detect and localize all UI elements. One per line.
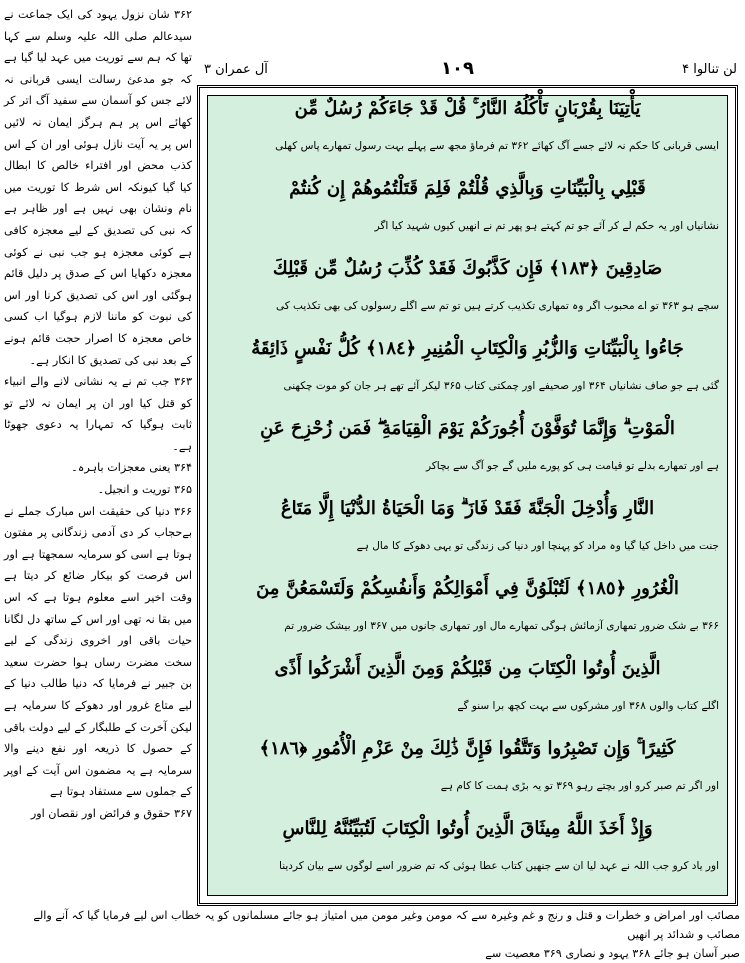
arabic-verse-line: كَثِيرًا ۚ وَإِن تَصْبِرُوا وَتَتَّقُوا فَإِنَّ ذَٰلِكَ مِنْ عَزْمِ الْأُمُورِ ﴿١٨٦﴾	[259, 738, 676, 759]
surah-label: آل عمران ۳	[204, 62, 268, 77]
urdu-translation-line: جنت میں داخل کیا گیا وہ مراد کو پہنچا اور دنیا کی زندگی تو یہی دھوکے کا مال ہے	[356, 540, 719, 552]
commentary-note: ۳۶۵ توریت و انجیل۔	[97, 483, 192, 497]
verse-panel	[207, 95, 728, 896]
urdu-translation-line: ۳۶۶ بے شک ضرور تمھاری آزمائش ہوگی تمھارے مال اور تمھاری جانوں میں ۳۶۷ اور بیشک ضرور تم	[284, 620, 719, 632]
page-header	[198, 56, 745, 86]
arabic-verse-line: يَأْتِيَنَا بِقُرْبَانٍ تَأْكُلُهُ النَّارُ ۚ قُلْ قَدْ جَاءَكُمْ رُسُلٌ مِّن	[294, 98, 641, 119]
quran-text-frame	[197, 85, 738, 906]
commentary-note: ۳۶۲ شان نزول یہود کی ایک جماعت نے سیدعالم صلی اللہ علیہ وسلم سے کہا تھا کہ ہم سے توریت میں عہد لیا گیا ہے کہ جو مدعیٔ رسالت ایسی قربانی نہ لائے جس کو آسمان سے سفید آگ اتر کر کھائے اس پر ہم ہرگز ایمان نہ لائیں اس پر یہ آیت نازل ہوئی اور ان کے اس کذب محض اور افتراء خالص کا ابطال کیا گیا کیونکہ اس شرط کا توریت میں نام ونشان بھی نہیں ہے اور ظاہر ہے کہ نبی کی تصدیق کے لیے معجزہ کافی ہے کوئی معجزہ ہو جب نبی نے کوئی معجزہ دکھایا اس کے صدق پر دلیل قائم ہوگئی اور اس کی تصدیق کرنا اور اس کی نبوت کو ماننا لازم ہوگیا اب کسی خاص معجزہ کا اصرار حجت قائم ہونے کے بعد نبی کی تصدیق کا انکار ہے۔	[4, 8, 192, 367]
urdu-translation-line: اور یاد کرو جب اللہ نے عہد لیا ان سے جنھیں کتاب عطا ہوئی کہ تم ضرور اسے لوگوں سے بیان کردینا	[279, 860, 719, 872]
commentary-note: ۳۶۶ دنیا کی حقیقت اس مبارک جملے نے بےحجاب کر دی آدمی زندگانی پر مفتون ہوتا ہے اسی کو سرمایہ سمجھتا ہے اور اس فرصت کو بیکار ضائع کر دیتا ہے وقت اخیر اسے معلوم ہوتا ہے کہ اس میں بقا نہ تھی اور اس کے ساتھ دل لگانا حیات باقی اور اخروی زندگی کے لیے سخت مضرت رساں ہوا حضرت سعید بن جبیر نے فرمایا کہ دنیا طالب دنیا کے لیے متاع غرور اور دھوکے کا سرمایہ ہے لیکن آخرت کے طلبگار کے لیے دولت باقی کے حصول کا ذریعہ اور نفع دینے والا سرمایہ ہے یہ مضمون اس آیت کے اوپر کے جملوں سے مستفاد ہوتا ہے	[4, 504, 192, 799]
arabic-verse-line: جَاءُوا بِالْبَيِّنَاتِ وَالزُّبُرِ وَالْكِتَابِ الْمُنِيرِ ﴿١٨٤﴾ كُلُّ نَفْسٍ ذَائِقَةُ	[251, 338, 684, 359]
juz-label: لن تنالوا ۴	[682, 62, 737, 77]
urdu-translation-line: گئی ہے جو صاف نشانیاں ۳۶۴ اور صحیفے اور چمکتی کتاب ۳۶۵ لیکر آئے تھے ہر جان کو موت چکھنی	[283, 380, 719, 392]
commentary-note: ۳۶۳ جب تم نے یہ نشانی لانے والے انبیاء کو قتل کیا اور ان پر ایمان نہ لائے تو ثابت ہوگیا کہ تمہارا یہ دعوی جھوٹا ہے۔	[4, 375, 192, 453]
page-number: ۱۰۹	[441, 58, 474, 79]
arabic-verse-line: وَإِذْ أَخَذَ اللَّهُ مِيثَاقَ الَّذِينَ أُوتُوا الْكِتَابَ لَتُبَيِّنُنَّهُ لِلنَّاسِ	[282, 818, 653, 839]
urdu-translation-line: سچے ہو ۳۶۳ تو اے محبوب اگر وہ تمھاری تکذیب کرتے ہیں تو تم سے اگلے رسولوں کی بھی تکذیب کی	[275, 300, 719, 312]
bottom-note-line: صبر آسان ہو جائے ۳۶۸ یہود و نصاری ۳۶۹ معصیت سے	[485, 947, 740, 960]
bottom-commentary	[4, 906, 740, 963]
commentary-note: ۳۶۷ حقوق و فرائض اور نقصان اور	[30, 806, 192, 820]
urdu-translation-line: ایسی قربانی کا حکم نہ لائے جسے آگ کھائے ۳۶۲ تم فرماؤ مجھ سے پہلے بہت رسول تمھارے پاس کھلی	[275, 140, 719, 152]
urdu-translation-line: اور اگر تم صبر کرو اور بچتے رہو ۳۶۹ تو یہ بڑی ہمت کا کام ہے	[440, 780, 719, 792]
urdu-translation-line: نشانیاں اور یہ حکم لے کر آئے جو تم کہتے ہو پھر تم نے انھیں کیوں شہید کیا اگر	[374, 220, 719, 232]
arabic-verse-line: الَّذِينَ أُوتُوا الْكِتَابَ مِن قَبْلِكُمْ وَمِنَ الَّذِينَ أَشْرَكُوا أَذًى	[274, 658, 661, 679]
bottom-note-line: مصائب اور امراض و خطرات و قتل و رنج و غم وغیرہ سے کہ مومن وغیر مومن میں امتیاز ہو جائے مسلمانوں کو یہ خطاب اس لیے فرمایا گیا کہ آنے والے مصائب و شدائد پر انھیں	[33, 909, 740, 941]
urdu-translation-line: ہے اور تمھارے بدلے تو قیامت ہی کو پورے ملیں گے جو آگ سے بچاکر	[426, 460, 719, 472]
arabic-verse-line: النَّارِ وَأُدْخِلَ الْجَنَّةَ فَقَدْ فَازَ ۗ وَمَا الْحَيَاةُ الدُّنْيَا إِلَّا مَتَاعُ	[280, 498, 655, 519]
arabic-verse-line: الْغُرُورِ ﴿١٨٥﴾ لَتُبْلَوُنَّ فِي أَمْوَالِكُمْ وَأَنفُسِكُمْ وَلَتَسْمَعُنَّ مِنَ	[256, 578, 679, 599]
commentary-note: ۳۶۴ یعنی معجزات باہرہ۔	[71, 461, 192, 475]
arabic-verse-line: صَادِقِينَ ﴿١٨٣﴾ فَإِن كَذَّبُوكَ فَقَدْ كُذِّبَ رُسُلٌ مِّن قَبْلِكَ	[272, 258, 663, 279]
arabic-verse-line: قَبْلِي بِالْبَيِّنَاتِ وَبِالَّذِي قُلْتُمْ فَلِمَ قَتَلْتُمُوهُمْ إِن كُنتُمْ	[289, 178, 646, 199]
commentary-column	[4, 4, 192, 904]
arabic-verse-line: الْمَوْتِ ۗ وَإِنَّمَا تُوَفَّوْنَ أُجُورَكُمْ يَوْمَ الْقِيَامَةِ ۖ فَمَن زُحْزِحَ عَنِ	[260, 418, 675, 439]
urdu-translation-line: اگلے کتاب والوں ۳۶۸ اور مشرکوں سے بہت کچھ برا سنو گے	[457, 700, 719, 712]
